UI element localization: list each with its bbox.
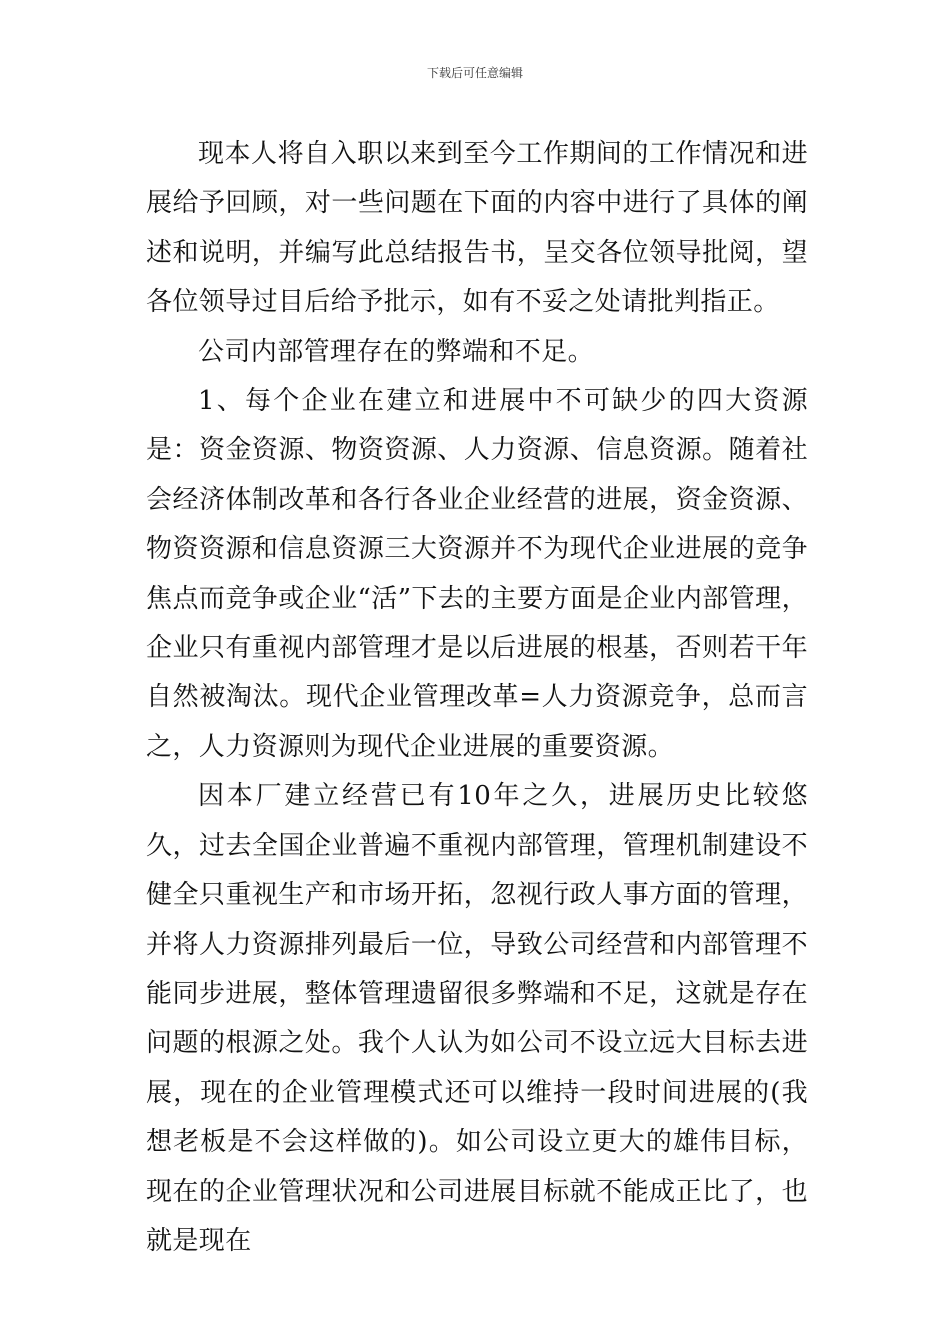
paragraph-heading: 公司内部管理存在的弊端和不足。 [198,336,595,367]
paragraph-history: 因本厂建立经营已有10年之久，进展历史比较悠久，过去全国企业普遍不重视内部管理，管理机制建设不健全只重视生产和市场开拓，忽视行政人事方面的管理，并将人力资源排列最后一位，导致公司经营和内部管理不能同步进展，整体管理遗留很多弊端和不足，这就是存在问题的根源之处。我个人认为如公司不设立远大目标去进展，现在的企业管理模式还可以维持一段时间进展的(我想老板是不会这样做的)。如公司设立更大的雄伟目标，现在的企业管理状况和公司进展目标就不能成正比了，也就是现在 [146,781,808,1256]
page-header: 下载后可任意编辑 [426,66,523,80]
paragraph-intro: 现本人将自入职以来到至今工作期间的工作情况和进展给予回顾，对一些问题在下面的内容中进行了具体的阐述和说明，并编写此总结报告书，呈交各位领导批阅，望各位领导过目后给予批示，如有不妥之处请批判指正。 [146,139,808,318]
paragraph-resources: 1、每个企业在建立和进展中不可缺少的四大资源是：资金资源、物资资源、人力资源、信息资源。随着社会经济体制改革和各行各业企业经营的进展，资金资源、物资资源和信息资源三大资源并不为现代企业进展的竞争焦点而竞争或企业“活”下去的主要方面是企业内部管理，企业只有重视内部管理才是以后进展的根基，否则若干年自然被淘汰。现代企业管理改革=人力资源竞争，总而言之，人力资源则为现代企业进展的重要资源。 [146,386,808,762]
document-body [146,130,808,1266]
